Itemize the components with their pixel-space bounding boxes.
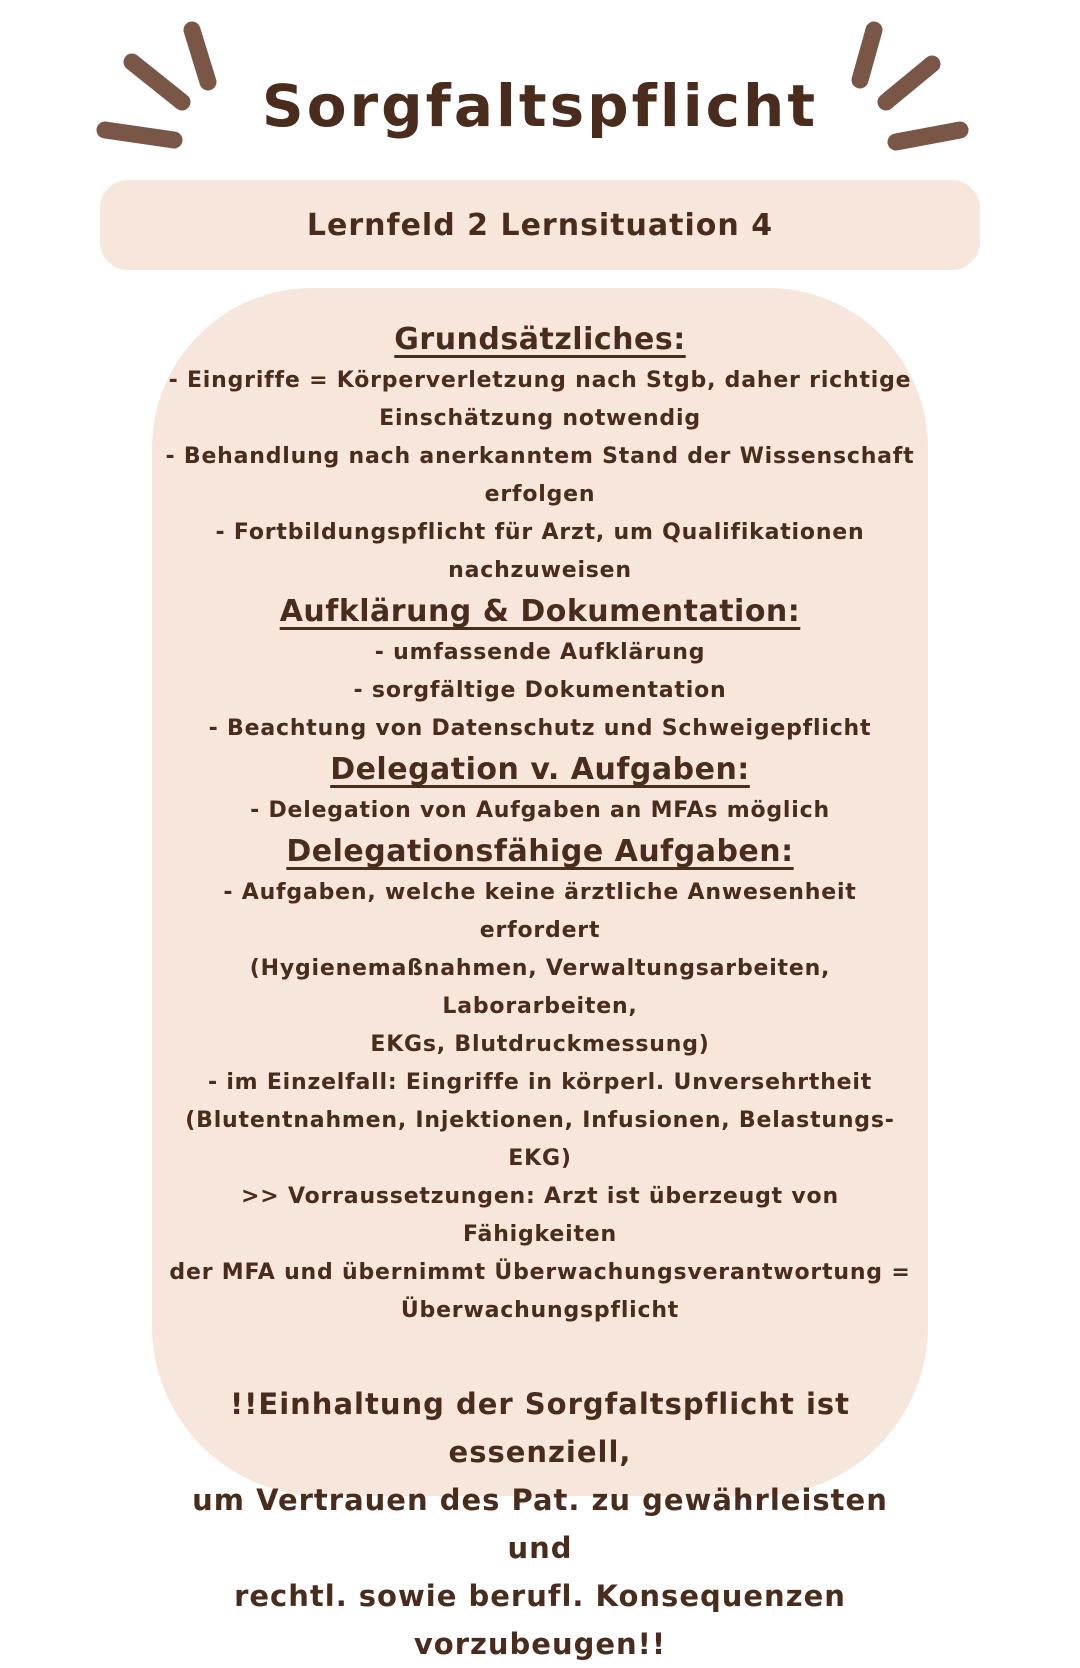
text-line: - Delegation von Aufgaben an MFAs möglich xyxy=(250,798,830,823)
conclusion-line: !!Einhaltung der Sorgfaltspflicht ist essenziell, xyxy=(229,1387,851,1469)
text-line: - sorgfältige Dokumentation xyxy=(353,678,727,703)
text-line: EKGs, Blutdruckmessung) xyxy=(370,1032,710,1057)
text-line: - umfassende Aufklärung xyxy=(374,640,706,665)
conclusion-line: um Vertrauen des Pat. zu gewährleisten und xyxy=(192,1483,888,1565)
content xyxy=(160,318,920,1668)
text-line: erfolgen xyxy=(484,482,596,507)
text-line: nachzuweisen xyxy=(448,558,632,583)
section-heading: Delegation v. Aufgaben: xyxy=(330,752,750,787)
section-heading: Delegationsfähige Aufgaben: xyxy=(286,834,794,869)
conclusion xyxy=(160,1380,920,1668)
section-heading: Aufklärung & Dokumentation: xyxy=(279,594,801,629)
subtitle: Lernfeld 2 Lernsituation 4 xyxy=(306,207,774,243)
text-line: - im Einzelfall: Eingriffe in körperl. Unversehrtheit xyxy=(207,1070,873,1095)
text-line: Überwachungspflicht xyxy=(400,1298,680,1323)
section-grundsaetzliches xyxy=(160,318,920,590)
text-line: Einschätzung notwendig xyxy=(379,406,701,431)
text-line: - Eingriffe = Körperverletzung nach Stgb, daher richtige xyxy=(168,368,912,393)
subtitle-banner xyxy=(100,180,980,270)
page-title: Sorgfaltspflicht xyxy=(261,72,819,140)
text-line: (Blutentnahmen, Injektionen, Infusionen, Belastungs-EKG) xyxy=(185,1108,895,1171)
text-line: - Behandlung nach anerkanntem Stand der Wissenschaft xyxy=(165,444,915,469)
text-line: (Hygienemaßnahmen, Verwaltungsarbeiten, Laborarbeiten, xyxy=(249,956,831,1019)
text-line: - Aufgaben, welche keine ärztliche Anwesenheit erfordert xyxy=(223,880,857,943)
text-line: - Beachtung von Datenschutz und Schweigepflicht xyxy=(208,716,872,741)
text-line: >> Vorraussetzungen: Arzt ist überzeugt von Fähigkeiten xyxy=(241,1184,839,1247)
conclusion-line: rechtl. sowie berufl. Konsequenzen xyxy=(234,1579,846,1613)
section-delegation xyxy=(160,748,920,830)
section-aufklaerung xyxy=(160,590,920,748)
section-delegationsfaehige-aufgaben xyxy=(160,830,920,1330)
text-line: - Fortbildungspflicht für Arzt, um Qualifikationen xyxy=(215,520,865,545)
text-line: der MFA und übernimmt Überwachungsverantwortung = xyxy=(169,1260,911,1285)
section-heading: Grundsätzliches: xyxy=(394,322,686,357)
conclusion-line: vorzubeugen!! xyxy=(413,1627,667,1661)
